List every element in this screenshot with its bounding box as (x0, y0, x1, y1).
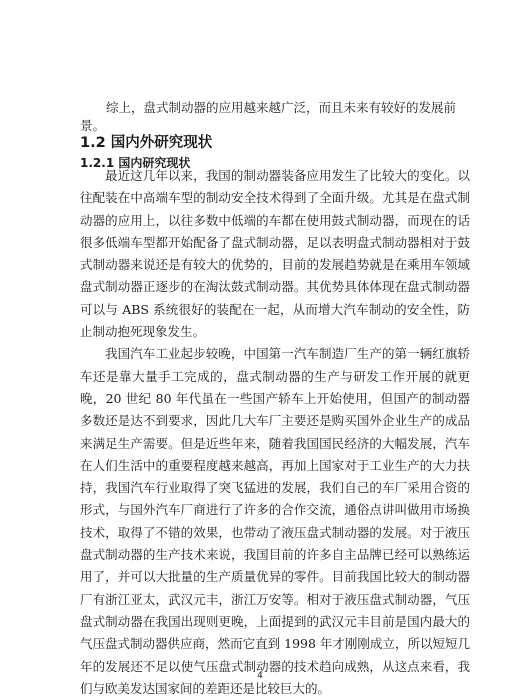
body-text (80, 165, 470, 700)
subsection-heading: 1.2.1 国内研究现状 (80, 156, 191, 170)
page-number: 4 (257, 671, 263, 681)
conclusion-paragraph: 综上，盘式制动器的应用越来越广泛，而且未来有较好的发展前景。 (80, 100, 457, 133)
body-paragraph-1: 最近这几年以来，我国的制动器装备应用发生了比较大的变化。以往配装在中高端车型的制动安全技术得到了全面升级。尤其是在盘式制动器的应用上，以往多数中低端的车都在使用鼓式制动器，而现在的话很多低端车型都开始配备了盘式制动器，足以表明盘式制动器相对于鼓式制动器来说还是有较大的优势的，目前的发展趋势就是在乘用车领域盘式制动器正逐步的在淘汰鼓式制动器。其优势具体体现在盘式制动器可以与 ABS 系统很好的装配在一起，从而增大汽车制动的安全性，防止制动抱死现象发生。 (80, 168, 470, 340)
section-heading: 1.2 国内外研究现状 (80, 135, 213, 151)
body-paragraph-2: 我国汽车工业起步较晚，中国第一汽车制造厂生产的第一辆红旗轿车还是靠大量手工完成的，盘式制动器的生产与研发工作开展的就更晚，20 世纪 80 年代虽在一些国产轿车上开始使用，但国产的制动器多数还是达不到要求，因此几大车厂主要还是购买国外企业生产的成品来满足生产需要。但是近些年来，随着我国国民经济的大幅发展，汽车在人们生活中的重要程度越来越高，再加上国家对于工业生产的大力扶持，我国汽车行业取得了突飞猛进的发展，我们自己的车厂采用合资的形式，与国外汽车厂商进行了许多的合作交流，通俗点讲叫做用市场换技术，取得了不错的效果，也带动了液压盘式制动器的发展。对于液压盘式制动器的生产技术来说，我国目前的许多自主品牌已经可以熟练运用了，并可以大批量的生产质量优异的零件。目前我国比较大的制动器厂有浙江亚太，武汉元丰，浙江万安等。相对于液压盘式制动器，气压盘式制动器在我国出现则更晚，上面提到的武汉元丰目前是国内最大的气压盘式制动器供应商，然而它直到 1998 年才刚刚成立，所以短短几年的发展还不足以使气压盘式制动器的技术趋向成熟，从这点来看，我们与欧美发达国家间的差距还是比较巨大的。 (80, 346, 470, 696)
